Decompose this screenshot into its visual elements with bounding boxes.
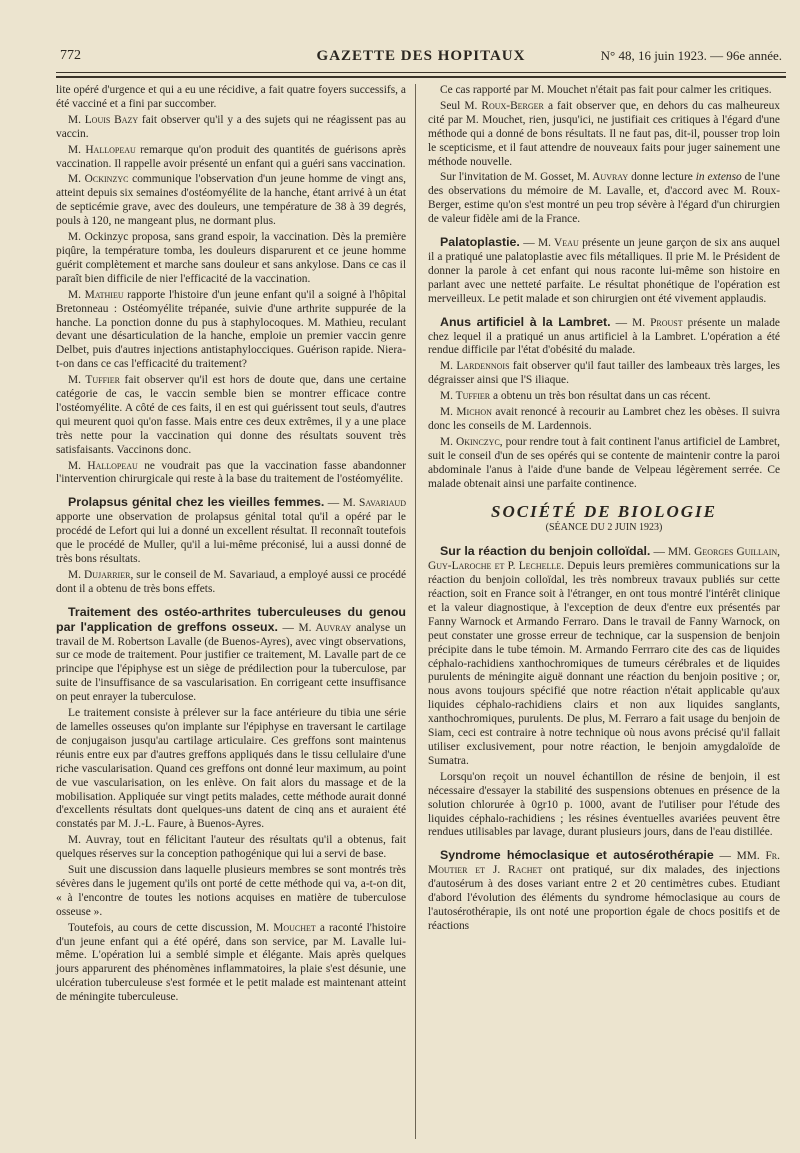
speaker-name: MM. Georges Guillain, Guy-Laroche et P. Lechelle. <box>428 546 781 573</box>
paragraph: M. Auvray, tout en félicitant l'auteur des résultats qu'il a obtenus, fait quelques réserves sur la conception pathogénique qui lui a servi de base. <box>56 834 406 861</box>
section-heading: Palatoplastie. <box>440 235 520 250</box>
column-divider <box>415 84 416 1139</box>
paragraph: M. Louis Bazy fait observer qu'il y a des sujets qui ne réagissent pas au vaccin. <box>56 113 406 140</box>
speaker-name: MM. Fr. Moutier et J. Rachet <box>428 850 780 877</box>
paragraph: M. Ockinzyc communique l'observation d'un jeune homme de vingt ans, atteint depuis six semaines d'ostéomyélite de la hanche, étant arrivé à un état de septicémie grave, avec des douleurs, une température de 38 à 39 degrés, pouls à 120, ne mangeant plus, ne dormant plus. <box>56 173 406 228</box>
journal-title: GAZETTE DES HOPITAUX <box>316 48 526 64</box>
speaker-name: M. Proust <box>632 316 683 329</box>
speaker-name: M. Auvray <box>576 171 629 184</box>
paragraph: Toutefois, au cours de cette discussion, M. Mouchet a raconté l'histoire d'un jeune enfant qui a été opéré, dans son service, par M. Lavalle lui-même. L'opération lui a semblé simple et élégante. Mais après quelques jours apparurent des phénomènes inflammatoires, la plaie s'est désunie, une ulcération tuberculeuse s'est formée et le petit malade est maintenant atteint de méningite tuberculeuse. <box>56 921 406 1004</box>
section-heading: Sur la réaction du benjoin colloïdal. <box>440 544 651 559</box>
paragraph: M. Lardennois fait observer qu'il faut tailler des lambeaux très larges, les dégraisser ainsi que l'S iliaque. <box>428 360 780 387</box>
speaker-name: M. Mathieu <box>68 288 124 301</box>
section-heading: Syndrome hémoclasique et autosérothérapie <box>440 848 714 863</box>
speaker-name: M. Tuffier <box>440 390 491 403</box>
speaker-name: M. Tuffier <box>68 374 120 387</box>
section-syndrome: Syndrome hémoclasique et autosérothérapie — MM. Fr. Moutier et J. Rachet ont pratiqué, sur dix malades, des injections d'autosérum à des doses variant entre 2 et 20 centimètres cubes. Etudiant d'abord l'évolution des éléments du syndrome hémoclasique au cours de l'autosérothérapie, ils ont noté une proportion égale de chocs positifs et de réactions <box>428 848 780 932</box>
paragraph: M. Dujarrier, sur le conseil de M. Savariaud, a employé aussi ce procédé dont il a obtenu de très bons effets. <box>56 568 406 595</box>
speaker-name: M. Savariaud <box>342 497 406 510</box>
section-palatoplastie: Palatoplastie. — M. Veau présente un jeune garçon de six ans auquel il a pratiqué une palatoplastie avec fils métalliques. Il prie M. le Président de donner la parole à cet enfant qui nous raconte lui-même son histoire en parlant avec une netteté parfaite. Le résultat phonétique de l'opération est merveilleux. Le petit malade et son chirurgien ont été vivement applaudis. <box>428 235 780 305</box>
header-rule <box>56 72 786 73</box>
paragraph: M. Tuffier fait observer qu'il est hors de doute que, dans une certaine catégorie de cas, le vaccin semble bien se montrer efficace contre l'ostéomyélite. A côté de ces faits, il en est qui guérissent tout seuls, d'autres qui meurent quoi qu'on fasse. Mais entre ces deux extrêmes, il y a une place très nette pour la vaccination qui donne des résultats souvent très satisfaisants. Vaccinons donc. <box>56 374 406 456</box>
speaker-name: M. Veau <box>537 237 579 250</box>
paragraph: M. Michon avait renoncé à recourir au Lambret chez les obèses. Il suivra donc les conseils de M. Lardennois. <box>428 406 780 432</box>
paragraph: M. Hallopeau remarque qu'on produit des quantités de guérisons après vaccination. Il rappelle avoir présenté un enfant qui a guéri sans vaccination. <box>56 143 406 170</box>
paragraph: Le traitement consiste à prélever sur la face antérieure du tibia une série de lamelles osseuses qu'on implante sur l'épiphyse en traversant le cartilage de conjugaison jusqu'au cartilage articulaire. Ces greffons sont maintenus réunis entre eux par d'autres greffons appliqués dans le tissu cellulaire d'une riche vascularisation. Quand ces greffons ont donné leur maximum, au point de vue vascularisation, on les enlève. On fait alors du massage et de la mobilisation. Appliquée sur vingt petits malades, cette méthode aurait donné d'excellents résultats dont quelques-uns datent de cinq ans et auraient été constatés par M. J.-L. Faure, à Buenos-Ayres. <box>56 707 406 831</box>
section-heading: Anus artificiel à la Lambret. <box>440 314 611 329</box>
speaker-name: M. Auvray <box>298 621 352 634</box>
paragraph: M. Hallopeau ne voudrait pas que la vaccination fasse abandonner l'intervention chirurgicale qui reste à la base du traitement de l'ostéomyélite. <box>56 459 406 486</box>
speaker-name: M. Dujarrier <box>68 568 131 581</box>
speaker-name: M. Michon <box>440 406 492 419</box>
page-number: 772 <box>60 48 81 63</box>
paragraph: Seul M. Roux-Berger a fait observer que, en dehors du cas malheureux cité par M. Mouchet, rien, jusqu'ici, ne justifiait ces critiques à l'égard d'une méthode qui a donné de bons résultats. Il ne faut pas, dit-il, pousser trop loin le scepticisme, et il faut attendre de nouveaux faits pour juger sainement une méthode nouvelle. <box>428 99 780 168</box>
paragraph: Sur l'invitation de M. Gosset, M. Auvray donne lecture in extenso de l'une des observations du mémoire de M. Lavalle, et, d'accord avec M. Roux-Berger, estime qu'on s'est montré un peu trop sévère à l'égard d'un chirurgien de valeur fidèle ami de la France. <box>428 171 780 226</box>
paragraph: M. Okinczyc, pour rendre tout à fait continent l'anus artificiel de Lambret, suit le conseil d'un de ses opérés qui se contente de maintenir contre la paroi abdominale l'anus à l'aide d'une bande de Velpeau légèrement serrée. Ce malade obtenait ainsi une parfaite continence. <box>428 435 780 490</box>
paragraph: Lorsqu'on reçoit un nouvel échantillon de résine de benjoin, il est nécessaire d'essayer la stabilité des suspensions obtenues en présence de la solution chlorurée à 0gr10 p. 1000, avant de l'utiliser pour l'étude des liquides céphalo-rachidiens ; les résines éventuelles avariées peuvent être rendues utilisables par lavage, durant plusieurs jours, dans de l'eau distillée. <box>428 770 780 839</box>
speaker-name: M. Okinczyc <box>440 435 500 448</box>
section-heading: Traitement des ostéo-arthrites tuberculeuses du genou par l'application de greffons osseux. <box>56 604 406 634</box>
section-benjoin: Sur la réaction du benjoin colloïdal. — MM. Georges Guillain, Guy-Laroche et P. Lechelle. Depuis leurs premières communications sur la réaction du benjoin colloïdal, les très nombreux travaux publiés sur cette réaction, soit en France soit à l'étranger, en ont tous montré l'intérêt clinique et la valeur diagnostique, à l'exception de deux d'entre eux présentés par Fanny Warnock et Armando Ferraro. Dans le travail de Fanny Warnock, on peut constater une grosse erreur de technique, car la suspension de benjoin précipite dans le tube témoin. M. Armando Ferrraro cite des cas de liquides céphalo-rachidiens xanthochromiques de tumeurs cérébrales et de liquides purulents de méningite aiguë donnant une réaction du benjoin positive ; or, nous avons toujours spécifié que notre réaction n'était applicable qu'aux liquides céphalo-rachidiens clairs et non aux liquides sanglants, xanthochromiques, purulents. De plus, M. Ferraro a fait usage du benjoin de Siam, ceci est contraire à notre technique où nous avons précisé qu'il fallait utiliser exclusivement, pour notre réaction, le benjoin amygdaloïde de Sumatra. <box>428 544 781 767</box>
section-traitement: Traitement des ostéo-arthrites tuberculeuses du genou par l'application de greffons osseux. — M. Auvray analyse un travail de M. Robertson Lavalle (de Buenos-Ayres), avec vingt observations, sur ce mode de traitement. Pour justifier ce traitement, M. Lavalle part de ce principe que l'épiphyse est un siège de prédilection pour la tuberculose, par suite de l'insuffisance de sa vascularisation. En corrigeant cette insuffisance on peut enrayer la tuberculose. <box>56 604 406 704</box>
right-column <box>428 84 780 936</box>
left-column <box>56 84 406 1007</box>
paragraph: Ce cas rapporté par M. Mouchet n'était pas fait pour calmer les critiques. <box>440 84 772 96</box>
speaker-name: M. Lardennois <box>440 360 510 373</box>
paragraph: Suit une discussion dans laquelle plusieurs membres se sont montrés très sévères dans le jugement qu'ils ont porté de cette méthode qui va, a-t-on dit, « à l'encontre de toutes les notions acquises en matière de tuberculose osseuse ». <box>56 864 406 918</box>
issue-info: N° 48, 16 juin 1923. — 96e année. <box>600 48 782 63</box>
speaker-name: M. Louis Bazy <box>68 113 139 126</box>
page-header <box>60 48 782 70</box>
speaker-name: M. Hallopeau <box>68 143 136 156</box>
paragraph: lite opéré d'urgence et qui a eu une récidive, a fait quatre foyers successifs, a été vacciné et a fini par succomber. <box>56 84 406 110</box>
speaker-name: M. Roux-Berger <box>464 99 544 112</box>
paragraph: M. Tuffier a obtenu un très bon résultat dans un cas récent. <box>440 390 711 403</box>
paragraph: M. Ockinzyc proposa, sans grand espoir, la vaccination. Dès la première piqûre, la température tomba, les douleurs disparurent et ce jeune homme guérit complètement et marche sans douleur et sans ankylose. Dans ce cas il paraît bien difficile de nier l'efficacité de la vaccination. <box>56 231 406 285</box>
speaker-name: M. Mouchet <box>256 921 316 934</box>
section-anus: Anus artificiel à la Lambret. — M. Proust présente un malade chez lequel il a pratiqué un anus artificiel à la Lambret. L'opération a été rendue difficile par l'état d'obésité du malade. <box>428 314 780 357</box>
speaker-name: M. Hallopeau <box>68 459 138 472</box>
header-rule-thick <box>56 76 786 78</box>
speaker-name: M. Ockinzyc <box>68 173 129 186</box>
section-prolapsus: Prolapsus génital chez les vieilles femmes. — M. Savariaud apporte une observation de prolapsus génital total qu'il a opéré par le procédé de Lefort qui lui a donné un excellent résultat. Il reconnaît toutefois que le procédé de Muller, qu'il a lui-même préconisé, lui a aussi donné de très bons résultats. <box>56 495 406 565</box>
society-title: SOCIÉTÉ DE BIOLOGIE <box>491 502 717 522</box>
section-heading: Prolapsus génital chez les vieilles femmes. <box>68 495 325 510</box>
session-date: (SÉANCE DU 2 JUIN 1923) <box>545 522 663 534</box>
paragraph: M. Mathieu rapporte l'histoire d'un jeune enfant qu'il a soigné à l'hôpital Bretonneau : Ostéomyélite trépanée, suivie d'une arthrite suppurée de la hanche. La ponction donne du pus à staphylocoques. M. Mathieu, reculant devant une désarticulation de la hanche, emploie un premier vaccin genre Delbet, puis d'autres injections antistaphylocciques. Guérison rapide. Niera-t-on dans ce cas l'efficacité du traitement? <box>56 288 406 371</box>
